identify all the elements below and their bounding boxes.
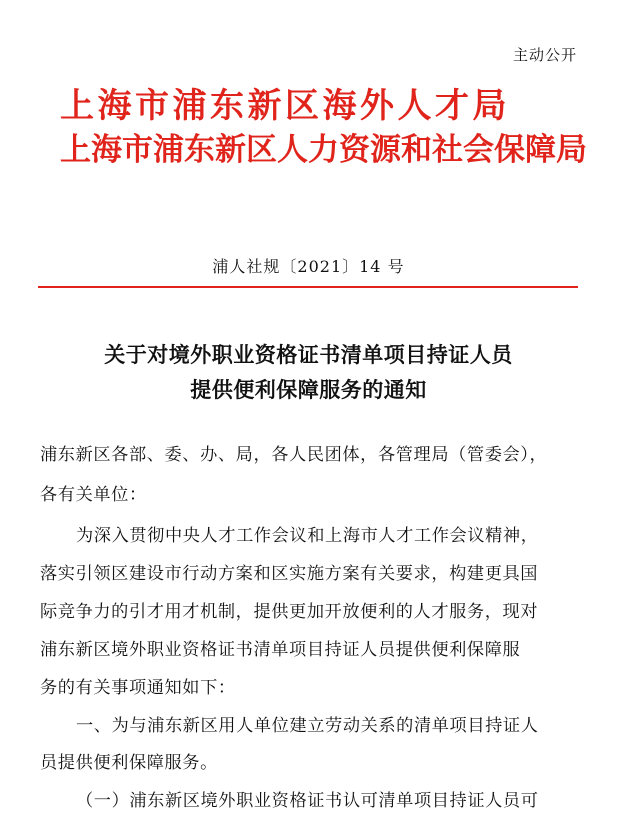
- notice-title-line-2: 提供便利保障服务的通知: [190, 377, 427, 402]
- body-paragraph-line: 务的有关事项通知如下：: [40, 678, 236, 698]
- disclosure-label: 主动公开: [512, 46, 577, 64]
- red-header-rule: [38, 286, 578, 288]
- issuer-name-overseas-talent-bureau: 上海市浦东新区海外人才局: [60, 86, 510, 126]
- section-heading-line: 一、为与浦东新区用人单位建立劳动关系的清单项目持证人: [76, 716, 539, 736]
- body-paragraph-line: 为深入贯彻中央人才工作会议和上海市人才工作会议精神，: [76, 526, 539, 546]
- section-heading-line: 员提供便利保障服务。: [40, 753, 218, 773]
- addressee-line-2: 各有关单位：: [40, 485, 147, 505]
- addressee-line-1: 浦东新区各部、委、办、局，各人民团体，各管理局（管委会），: [40, 445, 548, 465]
- body-paragraph-line: 落实引领区建设市行动方案和区实施方案有关要求，构建更具国: [40, 564, 539, 584]
- notice-title-line-1: 关于对境外职业资格证书清单项目持证人员: [104, 342, 513, 367]
- body-paragraph-line: 际竞争力的引才用才机制，提供更加开放便利的人才服务，现对: [40, 602, 539, 622]
- body-paragraph-line: 浦东新区境外职业资格证书清单项目持证人员提供便利保障服: [40, 640, 521, 660]
- issuer-name-hr-social-security-bureau: 上海市浦东新区人力资源和社会保障局: [60, 132, 587, 168]
- document-number: 浦人社规〔2021〕14 号: [212, 257, 405, 276]
- subsection-line: （一）浦东新区境外职业资格证书认可清单项目持证人员可: [76, 791, 539, 811]
